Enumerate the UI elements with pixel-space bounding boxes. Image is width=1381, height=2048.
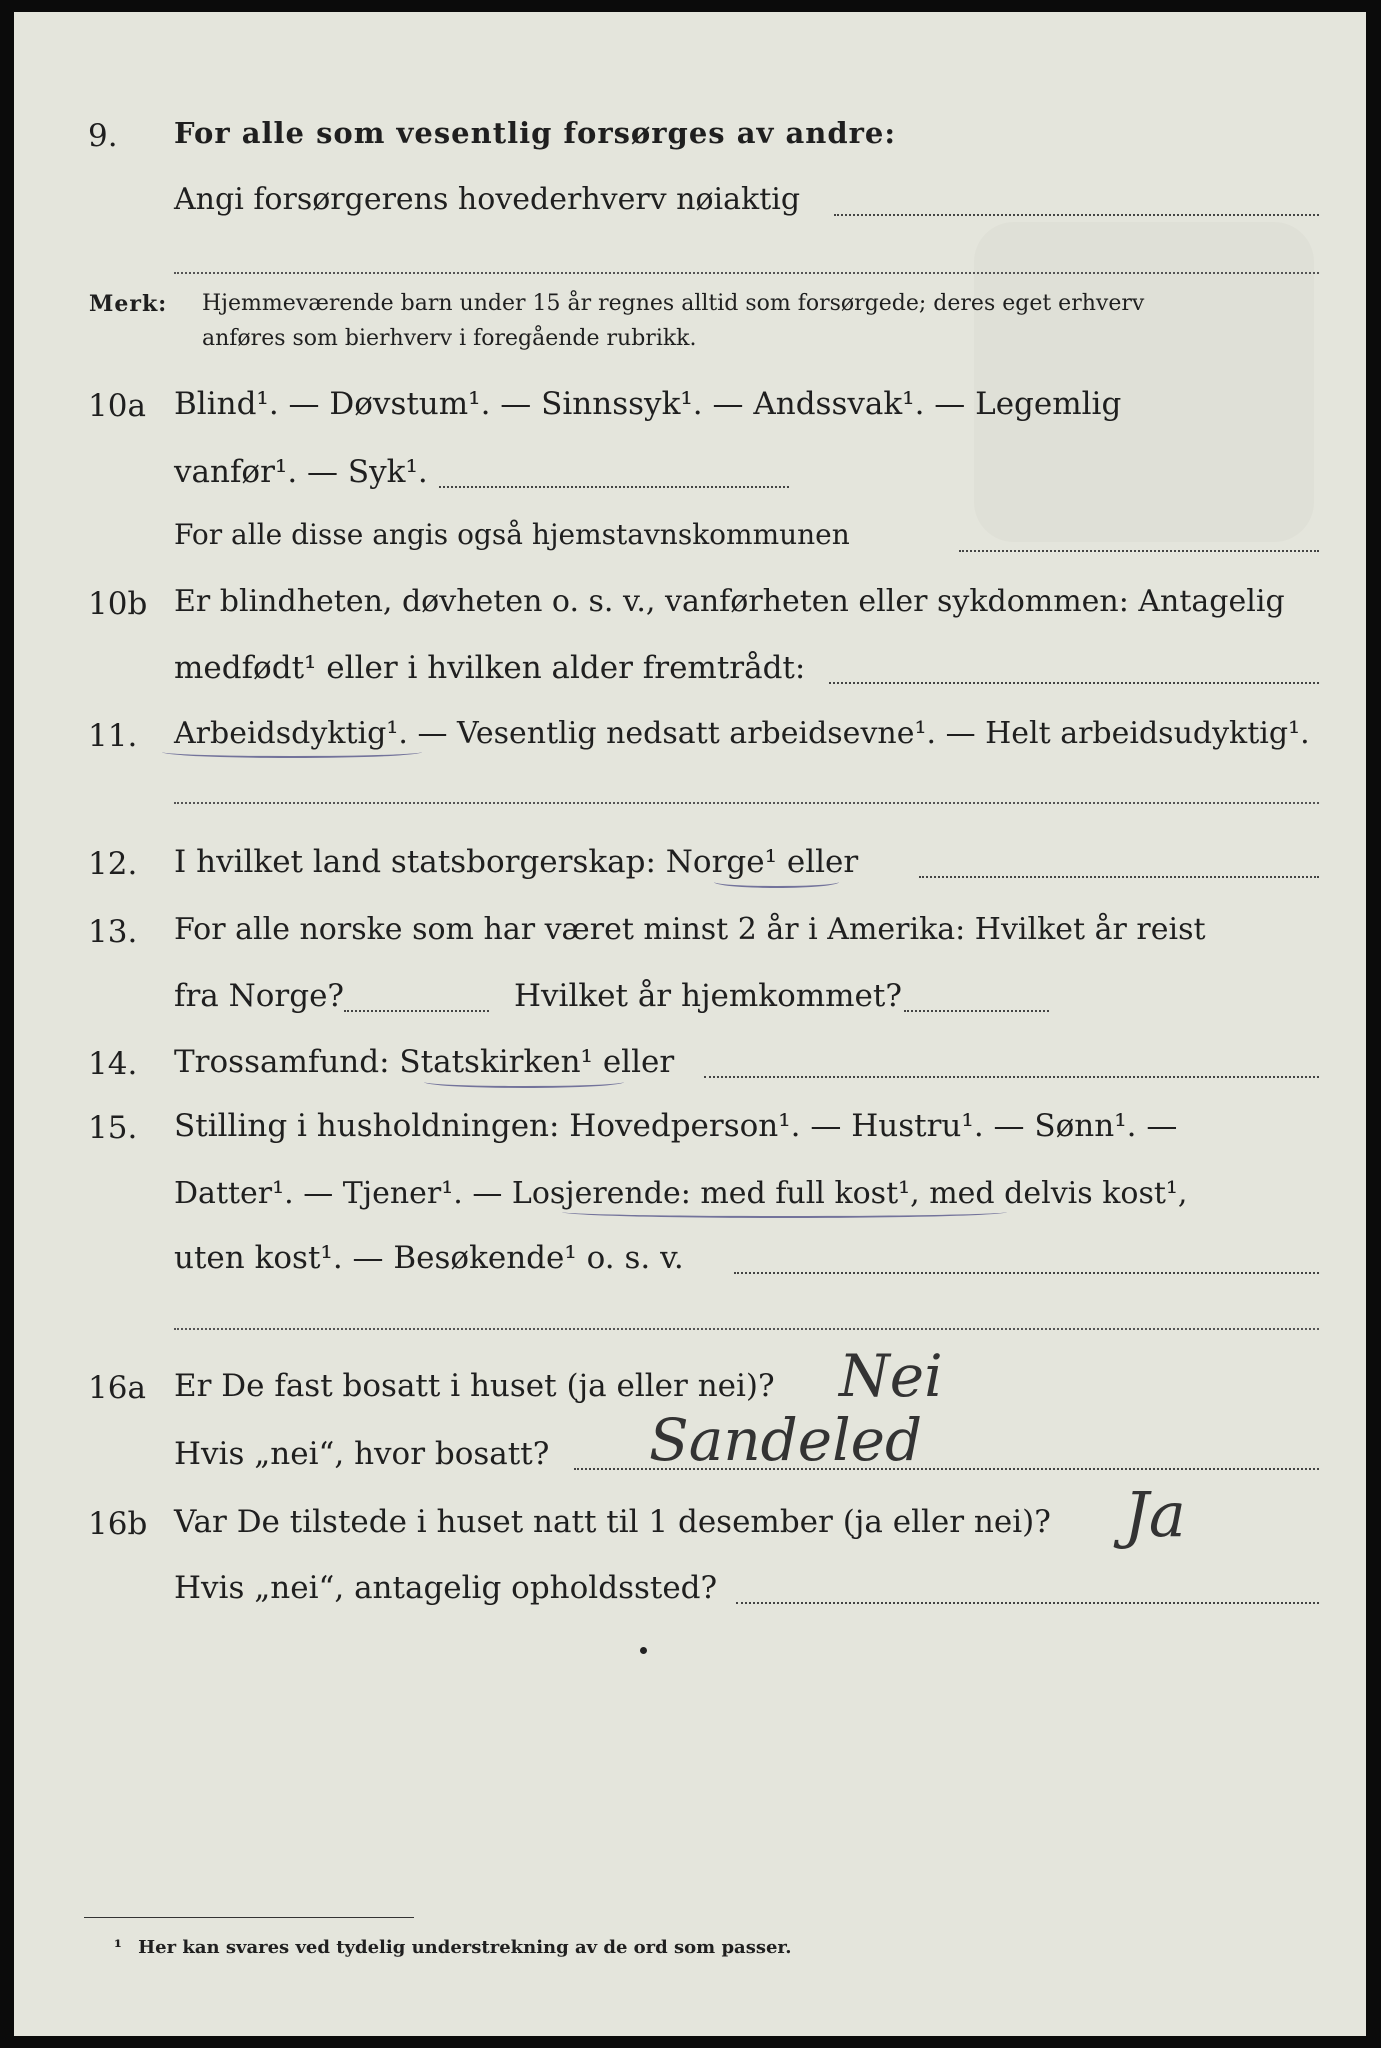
q13-year-returned-line[interactable] <box>904 1010 1049 1012</box>
footnote-rule <box>84 1917 414 1918</box>
q13-row2 <box>14 974 1366 1024</box>
q15-line3: uten kost¹. — Besøkende¹ o. s. v. <box>174 1240 684 1276</box>
q14-row <box>14 1040 1366 1090</box>
q12-number: 12. <box>88 846 138 882</box>
q16a-number: 16a <box>88 1370 146 1406</box>
q10b-line2: medfødt¹ eller i hvilken alder fremtrådt: <box>174 650 806 686</box>
q15-line1: Stilling i husholdningen: Hovedperson¹. — Hustru¹. — Sønn¹. — <box>174 1108 1178 1144</box>
q11-handwritten-underline <box>162 746 422 758</box>
q11-line1: Arbeidsdyktig¹. — Vesentlig nedsatt arbeidsevne¹. — Helt arbeidsudyktig¹. <box>174 716 1310 751</box>
q12-answer-line[interactable] <box>919 876 1319 878</box>
q11-row <box>14 712 1366 762</box>
q15-handwritten-underline <box>562 1206 1007 1218</box>
q10a-line3: For alle disse angis også hjemstavnskommunen <box>174 518 850 551</box>
q15-answer-line[interactable] <box>734 1272 1319 1274</box>
q10a-row3 <box>14 514 1366 564</box>
q10a-row2 <box>14 450 1366 500</box>
q16a-residence-handwritten: Sandeled <box>649 1406 923 1474</box>
q9-row <box>14 112 1366 162</box>
footnote-text: Her kan svares ved tydelig understrekning av de ord som passer. <box>138 1937 792 1958</box>
q14-handwritten-underline <box>424 1076 624 1088</box>
merk-row2 <box>14 322 1366 372</box>
merk-label: Merk: <box>89 291 168 317</box>
q12-handwritten-underline <box>714 876 839 888</box>
merk-line1: Hjemmeværende barn under 15 år regnes alltid som forsørgede; deres eget erhverv <box>202 291 1145 316</box>
q15-number: 15. <box>88 1110 138 1146</box>
q15-row <box>14 1104 1366 1154</box>
q15-row2 <box>14 1172 1366 1222</box>
q10b-answer-line[interactable] <box>829 682 1319 684</box>
q14-line1: Trossamfund: Statskirken¹ eller <box>174 1044 675 1080</box>
q12-line1: I hvilket land statsborgerskap: Norge¹ eller <box>174 844 859 880</box>
q13-line1: For alle norske som har været minst 2 år i Amerika: Hvilket år reist <box>174 912 1206 947</box>
q9-line2: Angi forsørgerens hovederhverv nøiaktig <box>174 182 801 217</box>
q9-answer-line2[interactable] <box>174 272 1319 274</box>
q13-line2b: Hvilket år hjemkommet? <box>514 978 902 1014</box>
q16a-row2 <box>14 1406 1366 1482</box>
q10a-line2: vanfør¹. — Syk¹. <box>174 454 428 490</box>
q13-year-left-line[interactable] <box>344 1010 489 1012</box>
q11-number: 11. <box>88 718 138 754</box>
q16b-answer-handwritten: Ja <box>1124 1478 1186 1551</box>
q10a-row <box>14 382 1366 432</box>
footnote <box>114 1937 792 1958</box>
q10b-row <box>14 580 1366 630</box>
q14-number: 14. <box>88 1046 138 1082</box>
q9-number: 9. <box>88 118 118 154</box>
q16b-number: 16b <box>88 1506 148 1542</box>
q16b-location-line[interactable] <box>736 1602 1319 1604</box>
q10a-number: 10a <box>88 388 146 424</box>
ink-dot <box>640 1647 647 1654</box>
q16a-line2: Hvis „nei“, hvor bosatt? <box>174 1436 550 1472</box>
q10b-line1: Er blindheten, døvheten o. s. v., vanførheten eller sykdommen: Antagelig <box>174 584 1285 619</box>
q12-row <box>14 840 1366 890</box>
q15-answer-line2[interactable] <box>174 1328 1319 1330</box>
q15-row3 <box>14 1236 1366 1286</box>
q16a-answer-handwritten: Nei <box>839 1342 943 1410</box>
q15-line2: Datter¹. — Tjener¹. — Losjerende: med full kost¹, med delvis kost¹, <box>174 1176 1188 1211</box>
q14-answer-line[interactable] <box>704 1076 1319 1078</box>
q10a-answer-line[interactable] <box>439 486 789 488</box>
q16b-row2 <box>14 1566 1366 1616</box>
q10a-line1: Blind¹. — Døvstum¹. — Sinnssyk¹. — Andssvak¹. — Legemlig <box>174 386 1122 422</box>
q16b-row <box>14 1478 1366 1551</box>
q16b-line2: Hvis „nei“, antagelig opholdssted? <box>174 1570 718 1606</box>
q10b-number: 10b <box>88 586 148 622</box>
q10a-home-line[interactable] <box>959 550 1319 552</box>
q16a-line1: Er De fast bosatt i huset (ja eller nei)? <box>174 1368 775 1404</box>
q9-row2 <box>14 178 1366 228</box>
q13-number: 13. <box>88 914 138 950</box>
merk-line2: anføres som bierhverv i foregående rubrikk. <box>202 326 697 351</box>
q13-row <box>14 908 1366 958</box>
q9-answer-line[interactable] <box>834 214 1319 216</box>
q16b-line1: Var De tilstede i huset natt til 1 desember (ja eller nei)? <box>174 1504 1051 1540</box>
q11-answer-line[interactable] <box>174 802 1319 804</box>
q13-line2a: fra Norge? <box>174 978 345 1014</box>
q10b-row2 <box>14 646 1366 696</box>
footnote-mark: ¹ <box>114 1937 122 1958</box>
census-form-page <box>14 12 1366 2036</box>
q9-line1: For alle som vesentlig forsørges av andre: <box>174 116 897 150</box>
